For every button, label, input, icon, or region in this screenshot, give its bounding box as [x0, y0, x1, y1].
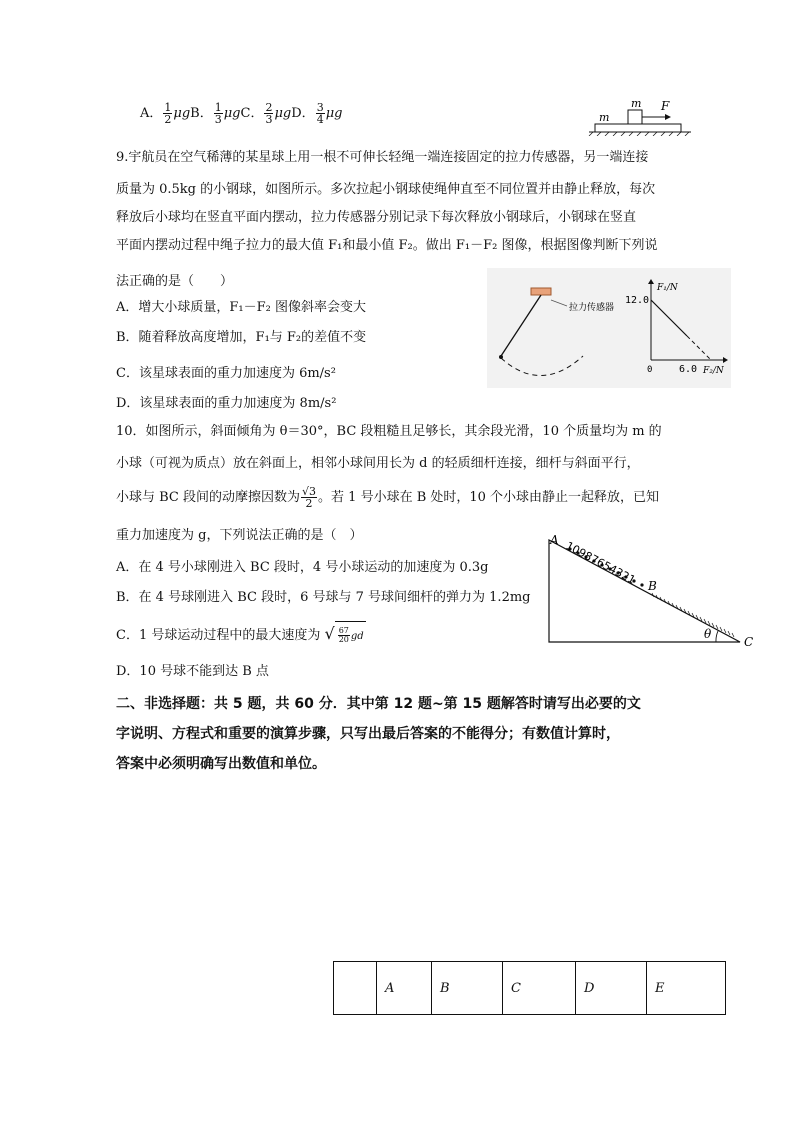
q10-point-b: B — [648, 579, 657, 593]
q9-line-3: 释放后小球均在竖直平面内摆动，拉力传感器分别记录下每次释放小钢球后，小钢球在竖直 — [116, 210, 637, 225]
q9-option-d: D．该星球表面的重力加速度为 8m/s² — [116, 396, 337, 411]
q8-option-d: D． $\frac{3}{4}$ μg — [291, 101, 343, 126]
q9-line-4: 平面内摆动过程中绳子拉力的最大值 F₁和最小值 F₂。做出 F₁－F₂ 图像，根据图像判断下列说 — [116, 238, 658, 253]
table-cell-d[interactable]: D — [576, 962, 647, 1015]
q9-y-axis-label: F₁/N — [657, 283, 678, 293]
table-cell-b[interactable]: B — [432, 962, 503, 1015]
q9-y-tick: 12.0 — [625, 295, 650, 306]
answer-table — [333, 961, 726, 1015]
q10-angle-theta: θ — [704, 627, 712, 641]
q10-line-2: 小球（可视为质点）放在斜面上，相邻小球间用长为 d 的轻质细杆连接，细杆与斜面平行， — [116, 456, 640, 471]
table-cell-c[interactable]: C — [503, 962, 576, 1015]
table-row — [334, 962, 726, 1015]
q8-label-force: F — [661, 99, 670, 113]
q10-point-a: A — [550, 533, 559, 547]
q9-x-axis-label: F₂/N — [703, 366, 724, 376]
force-sensor — [531, 288, 551, 295]
section2-line-3: 答案中必须明确写出数值和单位。 — [116, 756, 326, 772]
table-cell-a[interactable]: A — [377, 962, 432, 1015]
q10-line-4: 重力加速度为 g，下列说法正确的是（ ） — [116, 528, 363, 543]
q10-line-3: 小球与 BC 段间的动摩擦因数为 $\frac{√3}{2}$ 。若 1 号小球在 B 处时，10 个小球由静止一起释放，已知 — [116, 485, 660, 510]
q8-label-m-block: m — [631, 97, 642, 110]
q8-option-b: B． $\frac{1}{3}$ μg — [190, 101, 241, 126]
q9-line-1: 9.宇航员在空气稀薄的某星球上用一根不可伸长轻绳一端连接固定的拉力传感器，另一端连接 — [116, 150, 649, 165]
q9-option-a: A．增大小球质量，F₁－F₂ 图像斜率会变大 — [116, 300, 366, 315]
q9-line-2: 质量为 0.5kg 的小钢球，如图所示。多次拉起小钢球使绳伸直至不同位置并由静止释放，每次 — [116, 182, 656, 197]
q10-mu-fraction: $\frac{√3}{2}$ — [302, 485, 317, 510]
q10-vmax-sqrt: √ $\frac{67}{20}$ gd — [325, 620, 366, 651]
q8-label-m-plank: m — [599, 111, 610, 124]
q9-line-5: 法正确的是（ ） — [116, 274, 234, 289]
q9-origin: 0 — [647, 365, 653, 375]
q10-option-a: A．在 4 号小球刚进入 BC 段时，4 号小球运动的加速度为 0.3g — [116, 560, 489, 575]
q9-option-c: C．该星球表面的重力加速度为 6m/s² — [116, 366, 336, 381]
q8-options — [140, 100, 342, 128]
q10-line-1: 10．如图所示，斜面倾角为 θ＝30°，BC 段粗糙且足够长，其余段光滑，10 个质量均为 m 的 — [116, 424, 662, 439]
q8-option-a: A． $\frac{1}{2}$ μg — [140, 101, 191, 126]
q9-figure — [487, 268, 731, 388]
q10-option-d: D．10 号球不能到达 B 点 — [116, 664, 269, 679]
section2-line-2: 字说明、方程式和重要的演算步骤，只写出最后答案的不能得分；有数值计算时， — [116, 726, 620, 742]
q9-option-b: B．随着释放高度增加，F₁与 F₂的差值不变 — [116, 330, 367, 345]
q10-option-c: C．1 号球运动过程中的最大速度为 √ $\frac{67}{20}$ gd — [116, 620, 366, 651]
q9-sensor-label: 拉力传感器 — [569, 303, 615, 313]
q10-point-c: C — [744, 635, 754, 649]
q10-ball-numbers: 10987654321 — [563, 539, 638, 587]
table-cell-blank[interactable] — [334, 962, 377, 1015]
section2-line-1: 二、非选择题：共 5 题，共 60 分．其中第 12 题~第 15 题解答时请写出必要的文 — [116, 696, 641, 712]
q10-figure — [540, 530, 760, 650]
q10-option-b: B．在 4 号球刚进入 BC 段时，6 号球与 7 号球间细杆的弹力为 1.2mg — [116, 590, 531, 605]
q8-figure — [585, 96, 695, 136]
q9-x-tick: 6.0 — [679, 364, 698, 375]
table-cell-e[interactable]: E — [647, 962, 726, 1015]
q8-option-c: C． $\frac{2}{3}$ μg — [240, 101, 292, 126]
